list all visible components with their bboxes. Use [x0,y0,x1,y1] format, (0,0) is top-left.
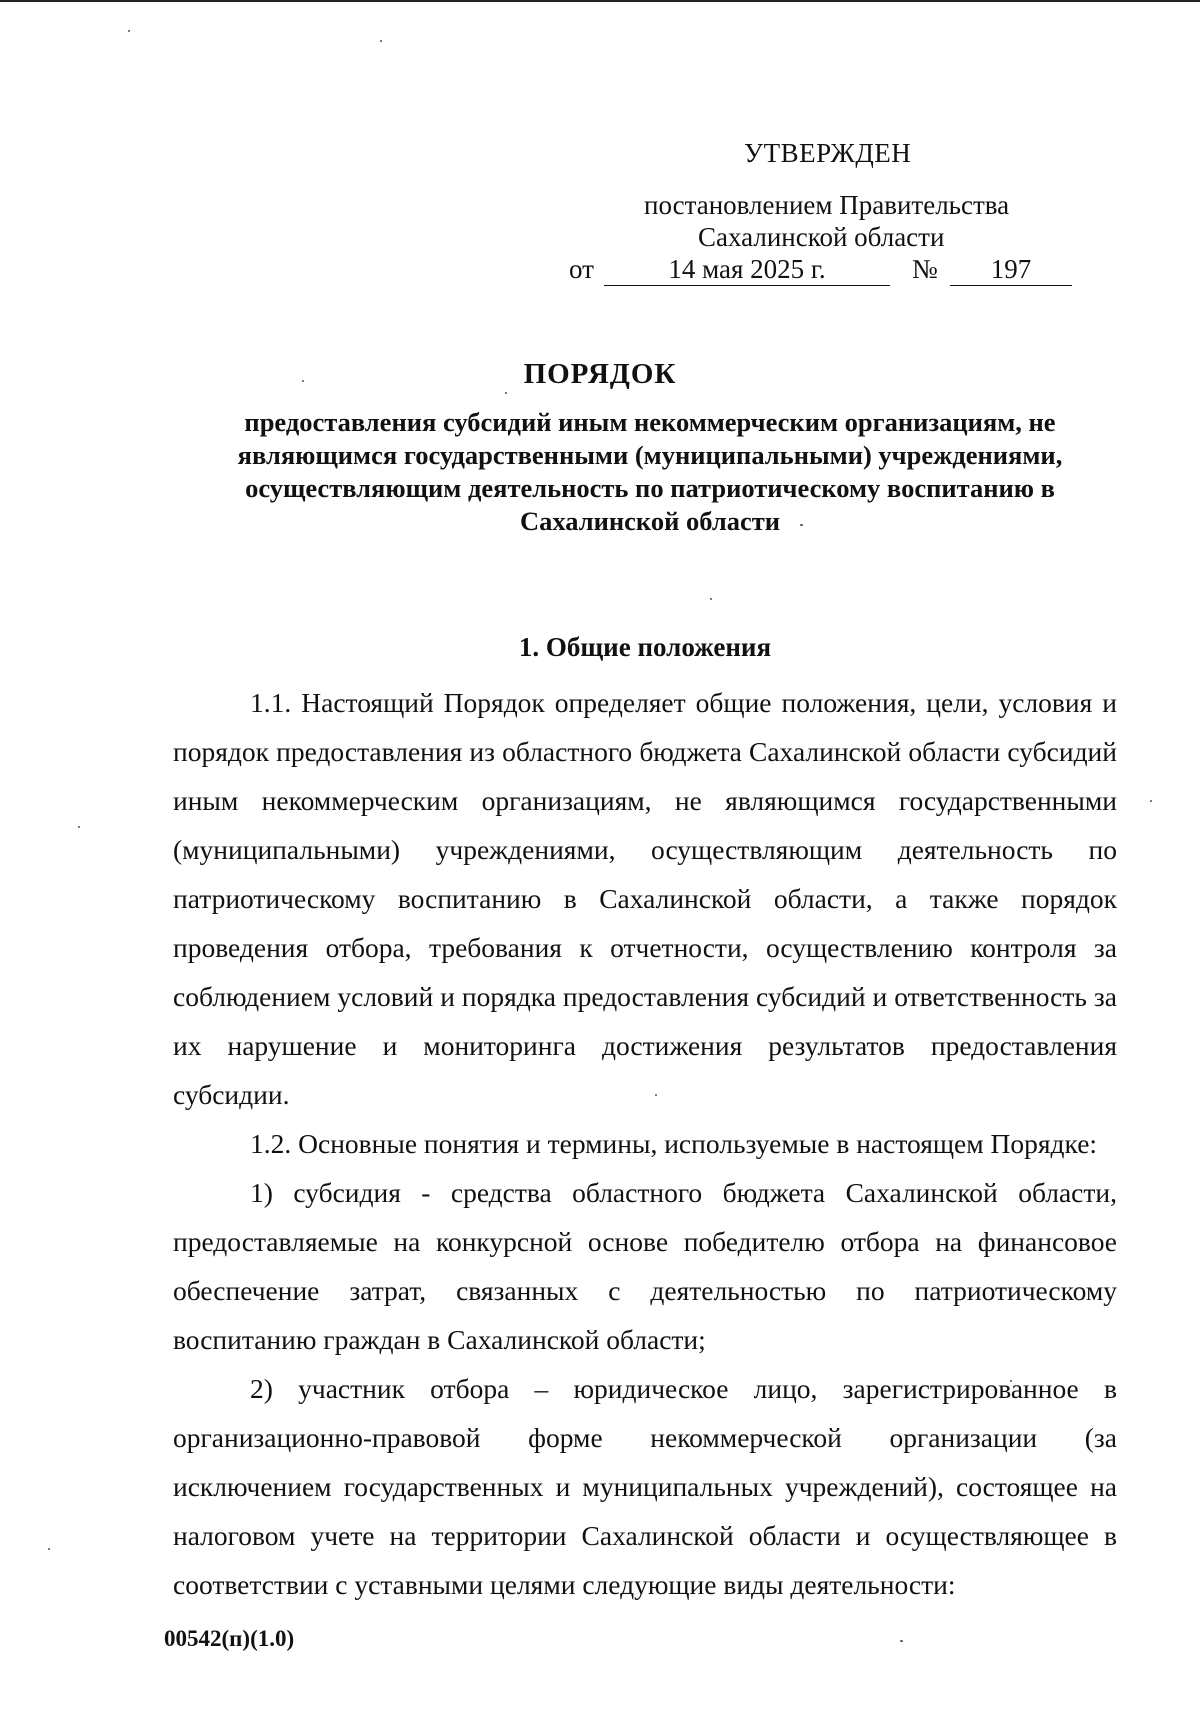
scan-speck [48,1548,50,1550]
document-body [173,678,1117,1609]
paragraph-1-2: 1.2. Основные понятия и термины, используемые в настоящем Порядке: [250,1128,1098,1159]
document-title: ПОРЯДОК [523,358,677,390]
approval-number: 197 [950,254,1072,286]
approval-authority-line2: Сахалинской области [698,222,945,252]
scan-speck [1150,800,1152,802]
scan-border-top [0,0,1200,2]
approval-date: 14 мая 2025 г. [604,254,890,286]
approval-word: УТВЕРЖДЕН [744,138,912,168]
section-heading: 1. Общие положения [518,632,772,662]
document-footer-code: 00542(п)(1.0) [164,1626,295,1651]
document-subtitle: предоставления субсидий иным некоммерческим организациям, не являющимся государственными (муниципальными) учреждениями, осуществляющим деятельность по патриотическому воспитанию в Сахалинской области [237,407,1063,536]
paragraph-1-1: 1.1. Настоящий Порядок определяет общие положения, цели, условия и порядок предоставления из областного бюджета Сахалинской области субсидий иным некоммерческим организациям, не являющимся государственными (муниципальными) учреждениями, осуществляющим деятельность по патриотическому воспитанию в Сахалинской области, а также порядок проведения отбора, требования к отчетности, осуществлению контроля за соблюдением условий и порядка предоставления субсидий и ответственность за их нарушение и мониторинга достижения результатов предоставления субсидии. [173,687,1117,1110]
definition-item-1: 1) субсидия - средства областного бюджета Сахалинской области, предоставляемые на конкурсной основе победителю отбора на финансовое обеспечение затрат, связанных с деятельностью по патриотическому воспитанию граждан в Сахалинской области; [173,1177,1117,1355]
scan-speck [380,40,382,42]
approval-date-row [560,254,1120,290]
scan-speck [78,826,80,828]
scan-speck [128,30,130,32]
number-sign: № [912,254,938,284]
definition-item-2: 2) участник отбора – юридическое лицо, зарегистрированное в организационно-правовой форме некоммерческой организации (за исключением государственных и муниципальных учреждений), состоящее на налоговом учете на территории Сахалинской области и осуществляющее в соответствии с уставными целями следующие виды деятельности: [173,1373,1117,1600]
scan-speck [505,392,507,394]
scan-speck [710,598,712,600]
scan-speck [900,1640,903,1642]
date-prefix: от [569,254,594,284]
approval-authority-line1: постановлением Правительства [644,190,1010,220]
